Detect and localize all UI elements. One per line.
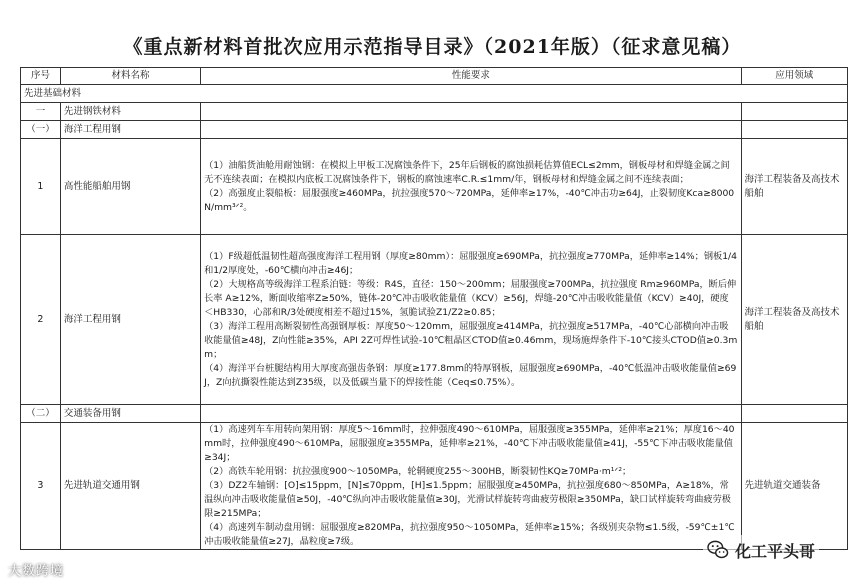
header-application: 应用领域: [741, 68, 847, 85]
row-3-name: 先进轨道交通用钢: [60, 423, 200, 550]
header-requirements: 性能要求: [201, 68, 741, 85]
empty-cell: [741, 103, 847, 121]
row-2-no: 2: [21, 235, 61, 405]
row-2-requirements: （1）F级超低温韧性超高强度海洋工程用钢（厚度≥80mm）：屈服强度≥690MPa，抗拉强度≥770MPa，延伸率≥14%；钢板1/4和1/2厚度处，-60℃横向冲击≥46J； （2）大规格高等级海洋工程系泊链：等级：R4S，直径：150～200mm；屈服强度≥700MPa，抗拉强度 Rm≥960MPa，断后伸长率 A≥12%，断面收缩率Z≥50%，链体-20℃冲击吸收能量值（KCV）≥56J，焊缝-20℃冲击吸收能量值（KCV）≥40J，硬度＜HB330，心部和R/3处硬度相差不超过15%，氢脆试验Z1/Z2≥0.85； （3）海洋工程用高断裂韧性高强钢厚板：厚度50～120mm，屈服强度≥414MPa，抗拉强度≥517MPa，-40℃心部横向冲击吸收能量值≥48J，Z向性能≥35%，API 2Z可焊性试验-10℃粗晶区CTOD值≥0.46mm，现场施焊条件下-10℃接头CTOD值≥0.3mm； （4）海洋平台桩腿结构用大厚度高强齿条钢：厚度≥177.8mm的特厚钢板，屈服强度≥690MPa，-40℃低温冲击吸收能量值≥69J，Z向抗撕裂性能达到Z35级，以及低碳当量下的焊接性能（Ceq≤0.75%）。: [201, 235, 741, 405]
group-2-name: 交通装备用钢: [60, 405, 200, 423]
table-row: [21, 235, 848, 405]
row-2-name: 海洋工程用钢: [60, 235, 200, 405]
group-1-no: （一）: [21, 121, 61, 139]
row-3-requirements: （1）高速列车车用转向架用钢：厚度5～16mm时，拉伸强度490～610MPa，屈服强度≥355MPa，延伸率≥21%；厚度16～40mm时，拉伸强度490～610MPa，屈服强度≥355MPa，延伸率≥21%，-40℃下冲击吸收能量值≥41J，-55℃下冲击吸收能量值≥34J； （2）高铁车轮用钢：抗拉强度900～1050MPa，轮辋硬度255～300HB，断裂韧性KQ≥70MPa·m¹ᐟ²； （3）DZ2车轴钢：[O]≤15ppm，[N]≤70ppm，[H]≤1.5ppm；屈服强度≥450MPa，抗拉强度680～850MPa，A≥18%，常温纵向冲击吸收能量值≥50J，-40℃纵向冲击吸收能量值≥30J，光滑试样旋转弯曲疲劳极限≥350MPa，缺口试样旋转弯曲疲劳极限≥215MPa； （4）高速列车制动盘用钢：屈服强度≥820MPa，抗拉强度950～1050MPa，延伸率≥15%；各级别夹杂物≤1.5级，-59℃±1℃冲击吸收能量值≥27J，晶粒度≥7级。: [201, 423, 741, 550]
group-2-no: （二）: [21, 405, 61, 423]
table-row: [21, 423, 848, 550]
table-header-row: [21, 68, 848, 85]
empty-cell: [741, 121, 847, 139]
catalog-table: [20, 67, 848, 550]
page-title: 《重点新材料首批次应用示范指导目录》（2021年版）（征求意见稿）: [123, 36, 742, 58]
header-no: 序号: [21, 68, 61, 85]
empty-cell: [201, 121, 741, 139]
section-title-top: 先进基础材料: [21, 85, 848, 103]
section-sub-no: 一: [21, 103, 61, 121]
section-row-top: [21, 85, 848, 103]
empty-cell: [201, 405, 741, 423]
row-1-requirements: （1）油船货油舱用耐蚀钢：在模拟上甲板工况腐蚀条件下，25年后钢板的腐蚀损耗估算值ECL≤2mm，钢板母材和焊缝金属之间无不连续表面；在模拟内底板工况腐蚀条件下，钢板的腐蚀速率C.R.≤1mm/年，钢板母材和焊缝金属之间不连续表面； （2）高强度止裂船板：屈服强度≥460MPa，抗拉强度570～720MPa，延伸率≥17%，-40℃冲击功≥64J，止裂韧度Kca≥8000 N/mm³ᐟ²。: [201, 139, 741, 235]
empty-cell: [201, 103, 741, 121]
empty-cell: [741, 405, 847, 423]
row-1-application: 海洋工程装备及高技术船舶: [741, 139, 847, 235]
watermark-right: [703, 535, 819, 565]
section-sub-name: 先进钢铁材料: [60, 103, 200, 121]
row-2-application: 海洋工程装备及高技术船舶: [741, 235, 847, 405]
row-3-application: 先进轨道交通装备: [741, 423, 847, 550]
header-name: 材料名称: [60, 68, 200, 85]
row-1-no: 1: [21, 139, 61, 235]
watermark-right-text: 化工平头哥: [735, 541, 816, 561]
section-row-sub: [21, 103, 848, 121]
group-1-name: 海洋工程用钢: [60, 121, 200, 139]
watermark-left: 大数跨境: [8, 564, 65, 579]
group-row-2: [21, 405, 848, 423]
row-1-name: 高性能船舶用钢: [60, 139, 200, 235]
table-row: [21, 139, 848, 235]
row-3-no: 3: [21, 423, 61, 550]
group-row-1: [21, 121, 848, 139]
wechat-icon: [707, 540, 729, 560]
